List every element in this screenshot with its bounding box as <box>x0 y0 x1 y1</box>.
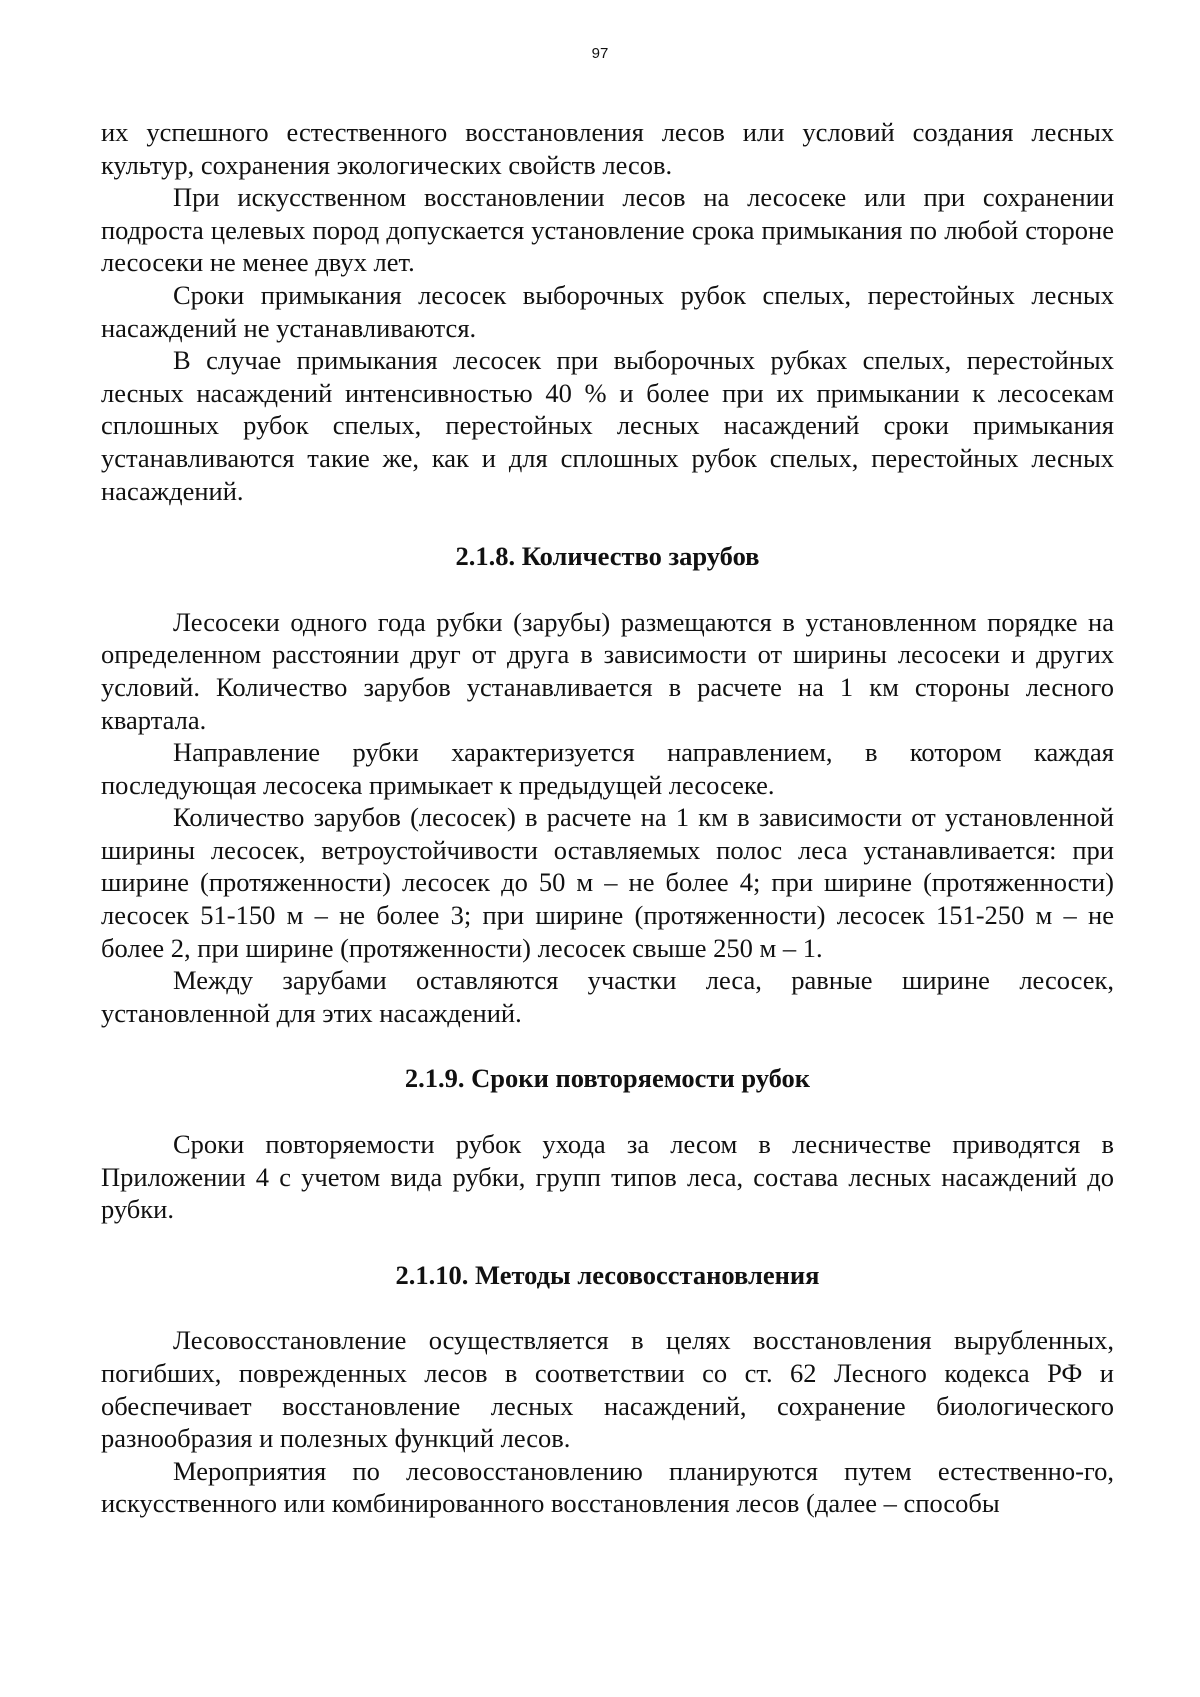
paragraph: Сроки повторяемости рубок ухода за лесом в лесничестве приводятся в Приложении 4 с учетом вида рубки, групп типов леса, состава лесных насаждений до рубки. <box>101 1129 1114 1225</box>
paragraph: Между зарубами оставляются участки леса, равные ширине лесосек, установленной для этих насаждений. <box>101 965 1114 1028</box>
paragraph: Направление рубки характеризуется направлением, в котором каждая последующая лесосека примыкает к предыдущей лесосеке. <box>101 737 1114 800</box>
section-heading-2-1-9: 2.1.9. Сроки повторяемости рубок <box>404 1063 811 1094</box>
page-content <box>101 116 1114 1520</box>
paragraph: В случае примыкания лесосек при выборочных рубках спелых, перестойных лесных насаждений интенсивностью 40 % и более при их примыкании к лесосекам сплошных рубок спелых, перестойных лесных насаждений сроки примыкания устанавливаются такие же, как и для сплошных рубок спелых, перестойных лесных насаждений. <box>101 345 1114 506</box>
paragraph: Мероприятия по лесовосстановлению планируются путем естественно-го, искусственного или комбинированного восстановления лесов (далее – способы <box>101 1455 1114 1519</box>
section-heading-2-1-8: 2.1.8. Количество зарубов <box>455 541 760 572</box>
paragraph: Лесосеки одного года рубки (зарубы) размещаются в установленном порядке на определенном расстоянии друг от друга в зависимости от ширины лесосеки и других условий. Количество зарубов устанавливается в расчете на 1 км стороны лесного квартала. <box>101 606 1114 735</box>
page-number: 97 <box>591 45 609 62</box>
paragraph: Сроки примыкания лесосек выборочных рубок спелых, перестойных лесных насаждений не устанавливаются. <box>101 279 1114 343</box>
paragraph: Лесовосстановление осуществляется в целях восстановления вырубленных, погибших, поврежденных лесов в соответствии со ст. 62 Лесного кодекса РФ и обеспечивает восстановление лесных насаждений, сохранение биологического разнообразия и полезных функций лесов. <box>101 1325 1114 1454</box>
paragraph-continuation: их успешного естественного восстановления лесов или условий создания лесных культур, сохранения экологических свойств лесов. <box>101 117 1114 180</box>
section-heading-2-1-10: 2.1.10. Методы лесовосстановления <box>395 1259 820 1290</box>
paragraph: При искусственном восстановлении лесов на лесосеке или при сохранении подроста целевых пород допускается установление срока примыкания по любой стороне лесосеки не менее двух лет. <box>101 182 1114 278</box>
paragraph: Количество зарубов (лесосек) в расчете на 1 км в зависимости от установленной ширины лесосек, ветроустойчивости оставляемых полос леса устанавливается: при ширине (протяженности) лесосек до 50 м – не более 4; при ширине (протяженности) лесосек 51-150 м – не более 3; при ширине (протяженности) лесосек 151-250 м – не более 2, при ширине (протяженности) лесосек свыше 250 м – 1. <box>101 802 1114 963</box>
